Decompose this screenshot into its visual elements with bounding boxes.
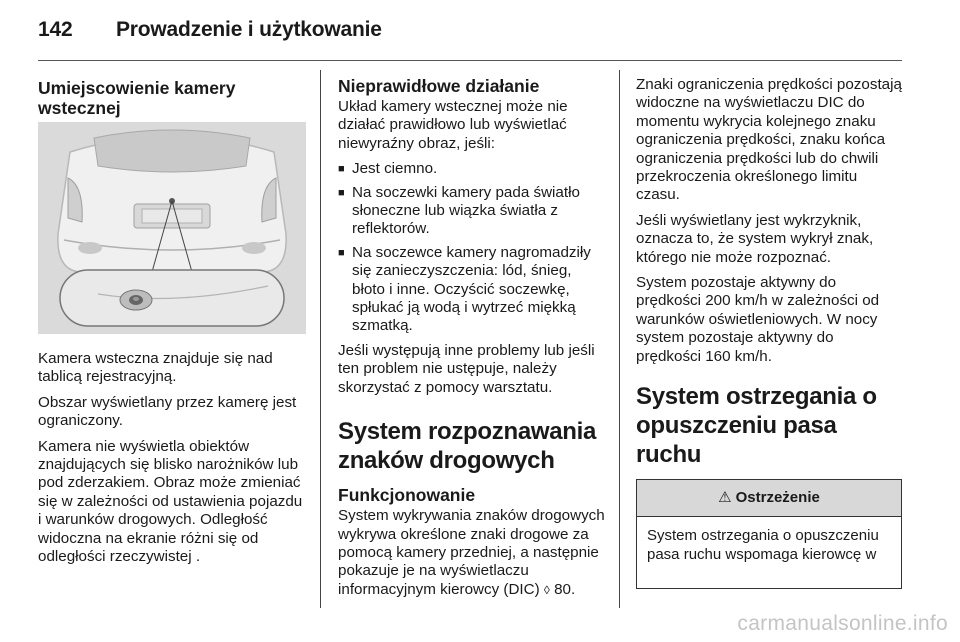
list-item: ■ Jest ciemno. — [338, 160, 606, 178]
function-heading: Funkcjonowanie — [338, 485, 476, 506]
section-heading: System ostrzegania o opuszczeniu pasa ruchu — [636, 383, 877, 469]
page-reference-icon: ◊ — [543, 582, 550, 597]
rear-camera-figure — [38, 122, 306, 334]
rear-camera-location-illustration — [38, 122, 306, 334]
page-number: 142 — [38, 18, 73, 41]
warning-box — [636, 479, 902, 589]
section-heading: System rozpoznawania znaków drogowych — [338, 418, 597, 475]
warning-title: Ostrzeżenie — [735, 488, 820, 506]
warning-header — [637, 480, 901, 517]
column-divider — [619, 70, 620, 608]
header-divider — [38, 60, 902, 61]
list-item: ■ Na soczewce kamery nagromadziły się zanieczyszczenia: lód, śnieg, błoto i inne. Oczyścić soczewkę, spłukać ją wodą i wytrzeć miękką szmatką. — [338, 244, 606, 336]
column-3 — [636, 72, 902, 589]
malfunction-heading: Nieprawidłowe działanie — [338, 76, 540, 96]
paragraph: Układ kamery wstecznej może nie działać prawidłowo lub wyświetlać niewyraźny obraz, jeśli: — [338, 98, 568, 152]
camera-location-heading: Umiejscowienie kamery wstecznej — [38, 78, 236, 118]
column-1 — [38, 72, 306, 573]
column-2 — [338, 72, 606, 606]
paragraph: System pozostaje aktywny do prędkości 200 km/h w zależności od warunków oświetleniowych. W nocy system pozostaje aktywny do prędkości 160 km/h. — [636, 274, 880, 365]
page-header — [38, 18, 382, 42]
page-reference[interactable]: 80. — [554, 580, 576, 598]
list-item: ■ Na soczewki kamery pada światło słoneczne lub wiązka światła z reflektorów. — [338, 184, 606, 239]
warning-text: System ostrzegania o opuszczeniu pasa ruchu wspomaga kierowcę w — [647, 527, 879, 563]
paragraph — [338, 507, 606, 599]
paragraph: Kamera nie wyświetla obiektów znajdujących się blisko narożników lub pod zderzakiem. Obraz może zmieniać się w zależności od ustawienia pojazdu i warunków drogowych. Odległość widoczna na ekranie różni się od odległości rzeczywistej . — [38, 437, 303, 566]
bullet-list — [338, 160, 606, 336]
warning-triangle-icon: ⚠ — [718, 488, 732, 506]
paragraph: Jeśli wyświetlany jest wykrzyknik, oznacza to, że system wykrył znak, którego nie może rozpoznać. — [636, 211, 874, 266]
paragraph: Znaki ograniczenia prędkości pozostają widoczne na wyświetlaczu DIC do momentu wykrycia kolejnego znaku ograniczenia prędkości, znaku końca ograniczenia prędkości lub do chwili przekroczenia określonego limitu czasu. — [636, 76, 902, 204]
paragraph: Obszar wyświetlany przez kamerę jest ograniczony. — [38, 393, 297, 430]
paragraph: Kamera wsteczna znajduje się nad tablicą rejestracyjną. — [38, 350, 273, 386]
chapter-title: Prowadzenie i użytkowanie — [116, 18, 382, 41]
paragraph: Jeśli występują inne problemy lub jeśli ten problem nie ustępuje, należy skorzystać z pomocy warsztatu. — [338, 341, 595, 396]
function-text: System wykrywania znaków drogowych wykrywa określone znaki drogowe za pomocą kamery przedniej, a następnie pokazuje je na wyświetlaczu informacyjnym kierowcy (DIC) — [338, 507, 605, 598]
column-divider — [320, 70, 321, 608]
watermark: carmanualsonline.info — [737, 612, 948, 635]
